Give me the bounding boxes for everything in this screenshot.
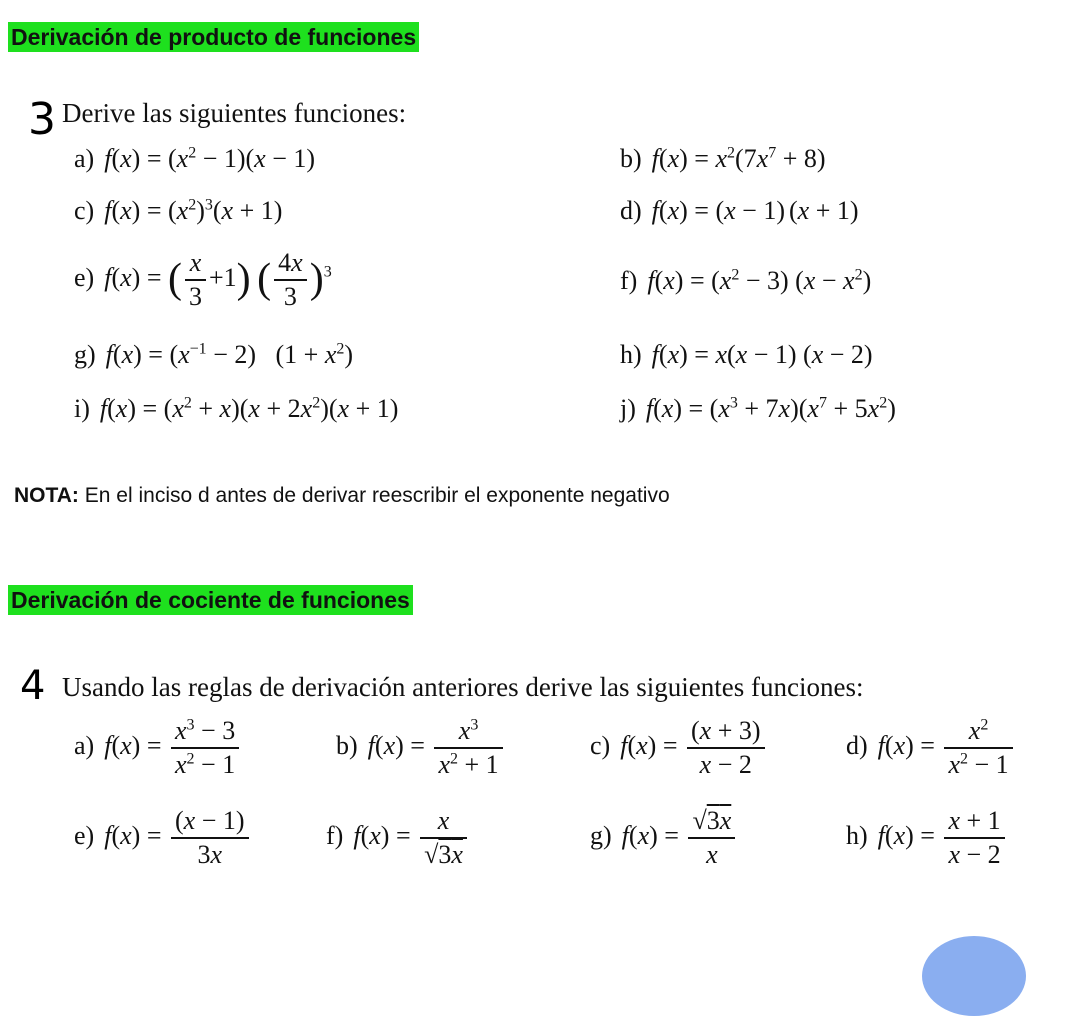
exercise-1e: e) f(x) = ( $\frac{x}{3}$ +1) ( $\frac{4x}{3}$ )$^3$: [74, 248, 332, 311]
instruction-quotient: Usando las reglas de derivación anteriores derive las siguientes funciones:: [62, 672, 864, 702]
exercise-1a: a) $f(x) = (x^2 - 1)(x - 1)$: [74, 144, 316, 173]
section-heading-quotient: Derivación de cociente de funciones: [8, 585, 413, 615]
note-label: NOTA:: [14, 484, 79, 507]
floating-action-shape: [922, 936, 1026, 1016]
handwritten-number-4: 4: [20, 663, 46, 709]
handwritten-number-3: 3: [28, 94, 56, 145]
exercise-2f: f) f(x) = $\frac{x}{√3x}$: [326, 808, 470, 868]
exercise-2c: c) f(x) = $\frac{(x + 3)}{x - 2}$: [590, 718, 768, 778]
exercise-1j: j) $f(x) = (x^3 + 7x)(x^7 + 5x^2)$: [620, 394, 896, 423]
exercise-2a: a) f(x) = $\frac{x^3 - 3}{x^2 - 1}$: [74, 718, 242, 778]
exercise-2g: g) f(x) = $\frac{√3x}{x}$: [590, 808, 738, 868]
exercise-2h: h) f(x) = $\frac{x + 1}{x - 2}$: [846, 808, 1008, 868]
exercise-1c: c) $f(x) = (x^2)^3(x + 1)$: [74, 196, 283, 225]
exercise-2b: b) f(x) = $\frac{x^3}{x^2 + 1}$: [336, 718, 506, 778]
exercise-1d: d) f(x) = (x − 1) (x + 1): [620, 196, 859, 225]
exercise-1g: g) $f(x) = (x^{-1} - 2) (1 + x^2)$: [74, 340, 354, 369]
section-heading-product: Derivación de producto de funciones: [8, 22, 419, 52]
exercise-2e: e) f(x) = $\frac{(x - 1)}{3x}$: [74, 808, 252, 868]
exercise-1b: b) $f(x) = x^2(7x^7 + 8)$: [620, 144, 826, 173]
exercise-1f: f) $f(x) = (x^2 - 3) (x - x^2)$: [620, 266, 872, 295]
note: [14, 484, 670, 508]
exercise-2d: d) f(x) = $\frac{x^2}{x^2 - 1}$: [846, 718, 1016, 778]
exercise-1h: h) f(x) = x(x − 1) (x − 2): [620, 340, 873, 369]
instruction-product: Derive las siguientes funciones:: [62, 98, 407, 128]
note-text: En el inciso d antes de derivar reescribir el exponente negativo: [84, 484, 670, 507]
exercise-1i: i) $f(x) = (x^2 + x)(x + 2x^2)(x + 1)$: [74, 394, 399, 423]
